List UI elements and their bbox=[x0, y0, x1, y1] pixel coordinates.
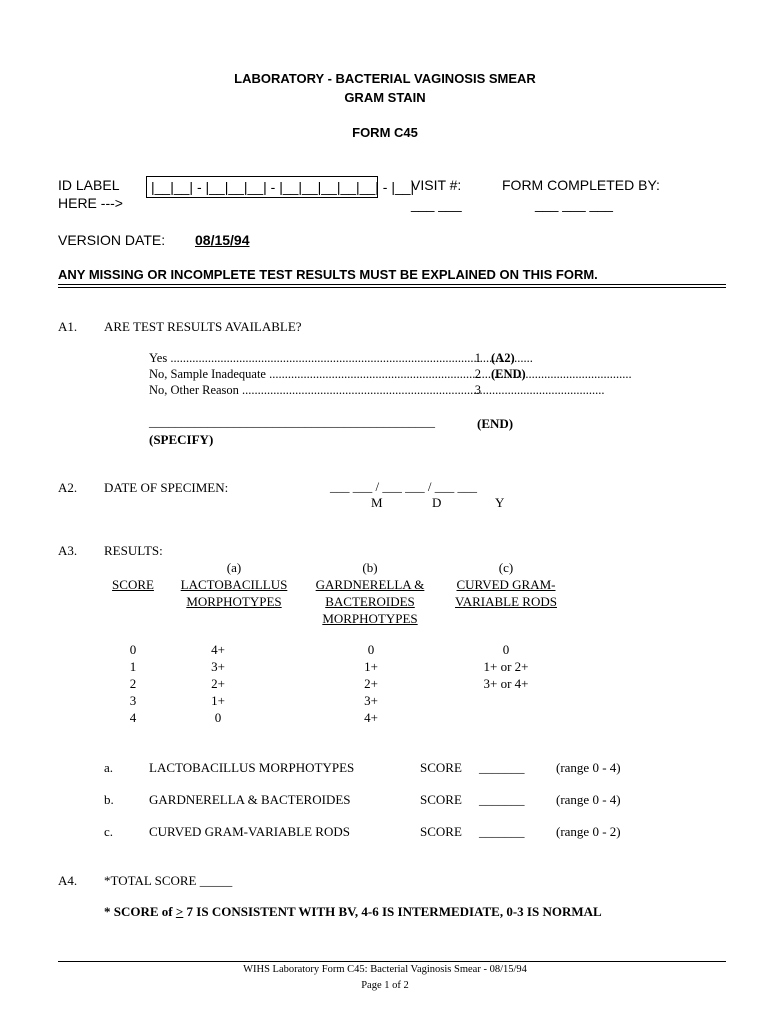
version-date: 08/15/94 bbox=[195, 232, 250, 248]
a4-total-score[interactable]: *TOTAL SCORE _____ bbox=[104, 873, 233, 888]
col-a-values bbox=[170, 641, 266, 726]
item-c-score-blank[interactable]: _______ bbox=[479, 824, 525, 839]
a1-specify-label: (SPECIFY) bbox=[149, 432, 214, 447]
missing-results-notice: ANY MISSING OR INCOMPLETE TEST RESULTS MUST BE EXPLAINED ON THIS FORM. bbox=[58, 267, 598, 282]
a2-day-label: D bbox=[432, 495, 442, 510]
option-skip: (A2) bbox=[491, 351, 515, 365]
a2-month-label: M bbox=[371, 495, 383, 510]
table-cell: 0 bbox=[367, 642, 375, 657]
table-cell: 1+ bbox=[211, 693, 225, 708]
table-cell: 3+ or 4+ bbox=[483, 676, 529, 691]
col-b-line1: GARDNERELLA & bbox=[315, 577, 425, 592]
score-header bbox=[104, 576, 162, 593]
table-cell: 0 bbox=[502, 642, 510, 657]
col-c-letter: (c) bbox=[498, 560, 514, 575]
col-a-line2: MORPHOTYPES bbox=[186, 594, 282, 609]
a2-question: DATE OF SPECIMEN: bbox=[104, 480, 229, 495]
col-a-header bbox=[170, 559, 298, 610]
item-c-letter: c. bbox=[104, 824, 114, 839]
item-a-range: (range 0 - 4) bbox=[556, 760, 621, 775]
a1-option-inadequate[interactable] bbox=[149, 366, 541, 382]
greater-equal-symbol: > bbox=[175, 904, 184, 919]
a1-specify-line[interactable]: ____________________________________________ bbox=[149, 414, 435, 429]
option-label: No, Sample Inadequate ..... bbox=[149, 366, 469, 382]
a1-number: A1. bbox=[58, 319, 78, 334]
col-b-line3: MORPHOTYPES bbox=[322, 611, 418, 626]
option-code: 1 bbox=[474, 351, 481, 365]
option-code: 2 bbox=[474, 367, 481, 381]
col-b-line2: BACTEROIDES bbox=[325, 594, 415, 609]
table-cell: 2 bbox=[129, 676, 137, 691]
score-values bbox=[104, 641, 162, 726]
option-code: 3 bbox=[474, 383, 481, 397]
table-cell: 4+ bbox=[211, 642, 225, 657]
id-label-box[interactable]: |__|__| - |__|__|__| - |__|__|__|__|__| - |__| bbox=[146, 176, 378, 198]
score-header-label: SCORE bbox=[112, 577, 154, 592]
col-a-line1: LACTOBACILLUS bbox=[180, 577, 288, 592]
item-b-label: GARDNERELLA & BACTEROIDES bbox=[149, 792, 351, 807]
a4-score-note bbox=[104, 904, 602, 920]
visit-label: VISIT #: bbox=[411, 177, 462, 193]
version-label: VERSION DATE: bbox=[58, 232, 166, 248]
table-cell: 0 bbox=[129, 642, 137, 657]
id-label-here: HERE ---> bbox=[58, 195, 123, 211]
table-cell: 1 bbox=[129, 659, 137, 674]
col-b-header bbox=[304, 559, 436, 627]
col-c-values bbox=[456, 641, 556, 692]
note-suffix: 7 IS CONSISTENT WITH BV, 4-6 IS INTERMEDIATE, 0-3 IS NORMAL bbox=[183, 904, 602, 919]
option-label: No, Other Reason ..... bbox=[149, 382, 469, 398]
table-cell: 3+ bbox=[364, 693, 378, 708]
table-cell: 2+ bbox=[211, 676, 225, 691]
item-b-letter: b. bbox=[104, 792, 114, 807]
table-cell: 3+ bbox=[211, 659, 225, 674]
notice-underline bbox=[58, 284, 726, 285]
col-b-letter: (b) bbox=[362, 560, 378, 575]
id-label: ID LABEL bbox=[58, 177, 120, 193]
a1-option-yes[interactable] bbox=[149, 350, 541, 366]
col-a-letter: (a) bbox=[226, 560, 242, 575]
option-label: Yes ..... bbox=[149, 350, 469, 366]
completed-by-label: FORM COMPLETED BY: bbox=[502, 177, 660, 193]
col-c-line1: CURVED GRAM- bbox=[456, 577, 556, 592]
footer-rule bbox=[58, 961, 726, 962]
item-b-score-label: SCORE bbox=[420, 792, 462, 807]
item-a-letter: a. bbox=[104, 760, 114, 775]
a1-option-other[interactable] bbox=[149, 382, 541, 398]
notice-double-underline bbox=[58, 287, 726, 288]
col-c-line2: VARIABLE RODS bbox=[455, 594, 557, 609]
item-c-label: CURVED GRAM-VARIABLE RODS bbox=[149, 824, 350, 839]
a2-number: A2. bbox=[58, 480, 78, 495]
col-c-header bbox=[444, 559, 568, 610]
table-cell: 1+ bbox=[364, 659, 378, 674]
a4-number: A4. bbox=[58, 873, 78, 888]
footer-form-info: WIHS Laboratory Form C45: Bacterial Vaginosis Smear - 08/15/94 bbox=[243, 964, 527, 975]
col-b-values bbox=[322, 641, 420, 726]
item-b-range: (range 0 - 4) bbox=[556, 792, 621, 807]
item-b-score-blank[interactable]: _______ bbox=[479, 792, 525, 807]
table-cell: 2+ bbox=[364, 676, 378, 691]
table-cell: 4+ bbox=[364, 710, 378, 725]
item-c-score-label: SCORE bbox=[420, 824, 462, 839]
form-subtitle: GRAM STAIN bbox=[344, 90, 426, 105]
item-a-score-blank[interactable]: _______ bbox=[479, 760, 525, 775]
a3-question: RESULTS: bbox=[104, 543, 163, 558]
form-title: LABORATORY - BACTERIAL VAGINOSIS SMEAR bbox=[234, 71, 536, 86]
completed-by-blank[interactable]: ___ ___ ___ bbox=[535, 196, 613, 212]
option-skip: (END) bbox=[491, 367, 526, 381]
visit-blank[interactable]: ___ ___ bbox=[411, 196, 462, 212]
item-c-range: (range 0 - 2) bbox=[556, 824, 621, 839]
a2-date-blank[interactable]: ___ ___ / ___ ___ / ___ ___ bbox=[330, 479, 477, 494]
table-cell: 1+ or 2+ bbox=[483, 659, 529, 674]
table-cell: 3 bbox=[129, 693, 137, 708]
a3-number: A3. bbox=[58, 543, 78, 558]
table-cell: 4 bbox=[129, 710, 137, 725]
a2-year-label: Y bbox=[495, 495, 505, 510]
form-id: FORM C45 bbox=[352, 125, 418, 140]
item-a-label: LACTOBACILLUS MORPHOTYPES bbox=[149, 760, 355, 775]
item-a-score-label: SCORE bbox=[420, 760, 462, 775]
note-prefix: * SCORE of bbox=[104, 904, 176, 919]
table-cell: 0 bbox=[214, 710, 222, 725]
a1-specify-skip: (END) bbox=[477, 416, 514, 431]
footer-page-number: Page 1 of 2 bbox=[361, 980, 409, 991]
a1-question: ARE TEST RESULTS AVAILABLE? bbox=[104, 319, 302, 334]
a1-options bbox=[149, 350, 541, 398]
